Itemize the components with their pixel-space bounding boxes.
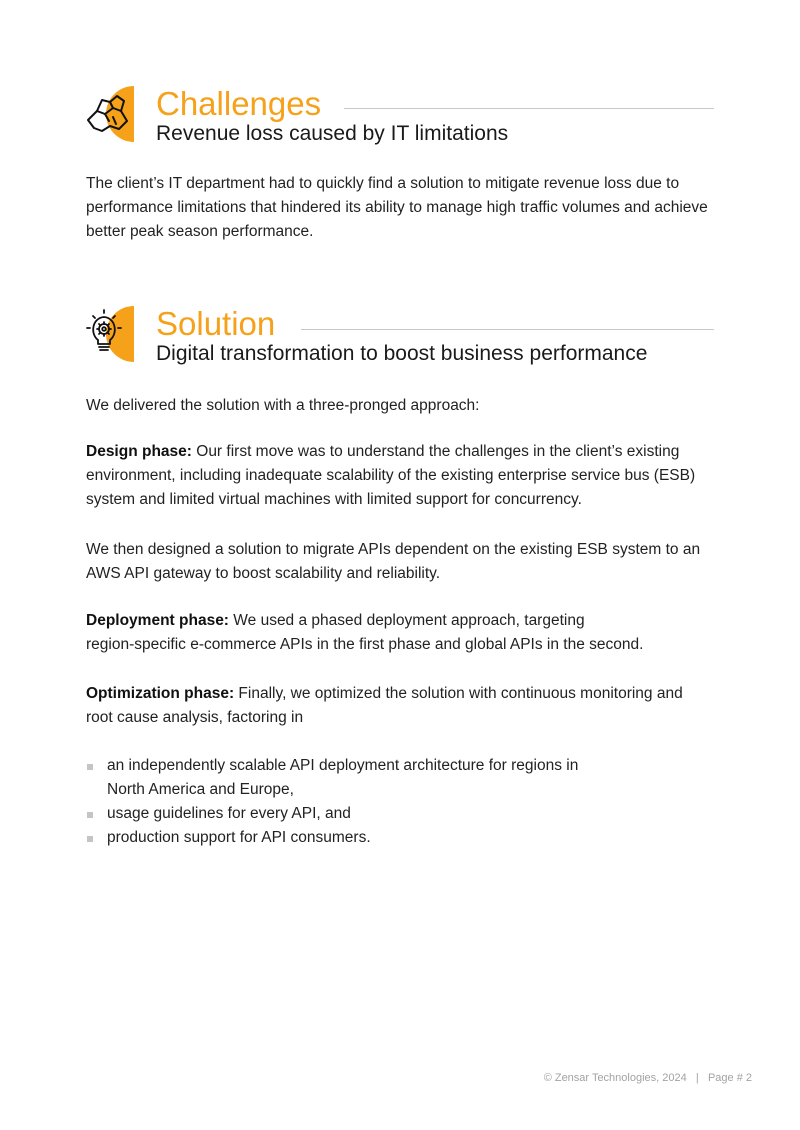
list-item: production support for API consumers. bbox=[86, 826, 726, 850]
solution-subtitle: Digital transformation to boost business performance bbox=[156, 342, 648, 365]
footer-copyright: © Zensar Technologies, 2024 bbox=[543, 1072, 687, 1084]
bullet-marker bbox=[87, 812, 93, 818]
solution-title: Solution bbox=[156, 305, 276, 342]
deployment-phase-text-2: region-specific e-commerce APIs in the first phase and global APIs in the second. bbox=[86, 636, 644, 653]
solution-divider bbox=[301, 329, 714, 330]
bullet-marker bbox=[87, 836, 93, 842]
challenges-title: Challenges bbox=[156, 85, 322, 122]
handshake-icon bbox=[84, 84, 136, 142]
optimization-phase-text: Finally, we optimized the solution with continuous monitoring and root cause analysis, factoring in bbox=[86, 685, 683, 726]
design-phase-text: Our first move was to understand the challenges in the client’s existing environment, including inadequate scalability of the existing enterprise service bus (ESB) system and limited virtual machines with limited support for concurrency. bbox=[86, 443, 696, 508]
list-item: an independently scalable API deployment architecture for regions in North America and Europe, bbox=[86, 754, 726, 802]
bullet-marker bbox=[87, 764, 93, 770]
deployment-phase-label: Deployment phase: bbox=[86, 612, 229, 629]
design-followup-paragraph: We then designed a solution to migrate APIs dependent on the existing ESB system to an AWS API gateway to boost scalability and reliability. bbox=[86, 541, 701, 582]
deployment-phase-text: We used a phased deployment approach, targeting bbox=[228, 612, 585, 629]
design-phase-label: Design phase: bbox=[86, 443, 192, 460]
challenges-body: The client’s IT department had to quickly find a solution to mitigate revenue loss due to performance limitations that hindered its ability to manage high traffic volumes and achieve better peak season performance. bbox=[86, 175, 708, 240]
optimization-phase-paragraph bbox=[86, 682, 706, 730]
optimization-bullet-list bbox=[86, 754, 726, 850]
challenges-subtitle: Revenue loss caused by IT limitations bbox=[156, 122, 509, 145]
footer-separator: | bbox=[695, 1072, 699, 1084]
design-phase-paragraph bbox=[86, 440, 726, 512]
optimization-phase-label: Optimization phase: bbox=[86, 685, 235, 702]
lightbulb-gear-icon bbox=[84, 304, 136, 362]
challenges-divider bbox=[344, 108, 714, 109]
page-footer bbox=[544, 1072, 752, 1084]
deployment-phase-paragraph bbox=[86, 609, 726, 657]
footer-page-number: Page # 2 bbox=[707, 1072, 752, 1084]
solution-intro: We delivered the solution with a three-pronged approach: bbox=[86, 397, 480, 414]
solution-header bbox=[84, 304, 714, 368]
challenges-header bbox=[84, 84, 714, 148]
list-item: usage guidelines for every API, and bbox=[86, 802, 726, 826]
